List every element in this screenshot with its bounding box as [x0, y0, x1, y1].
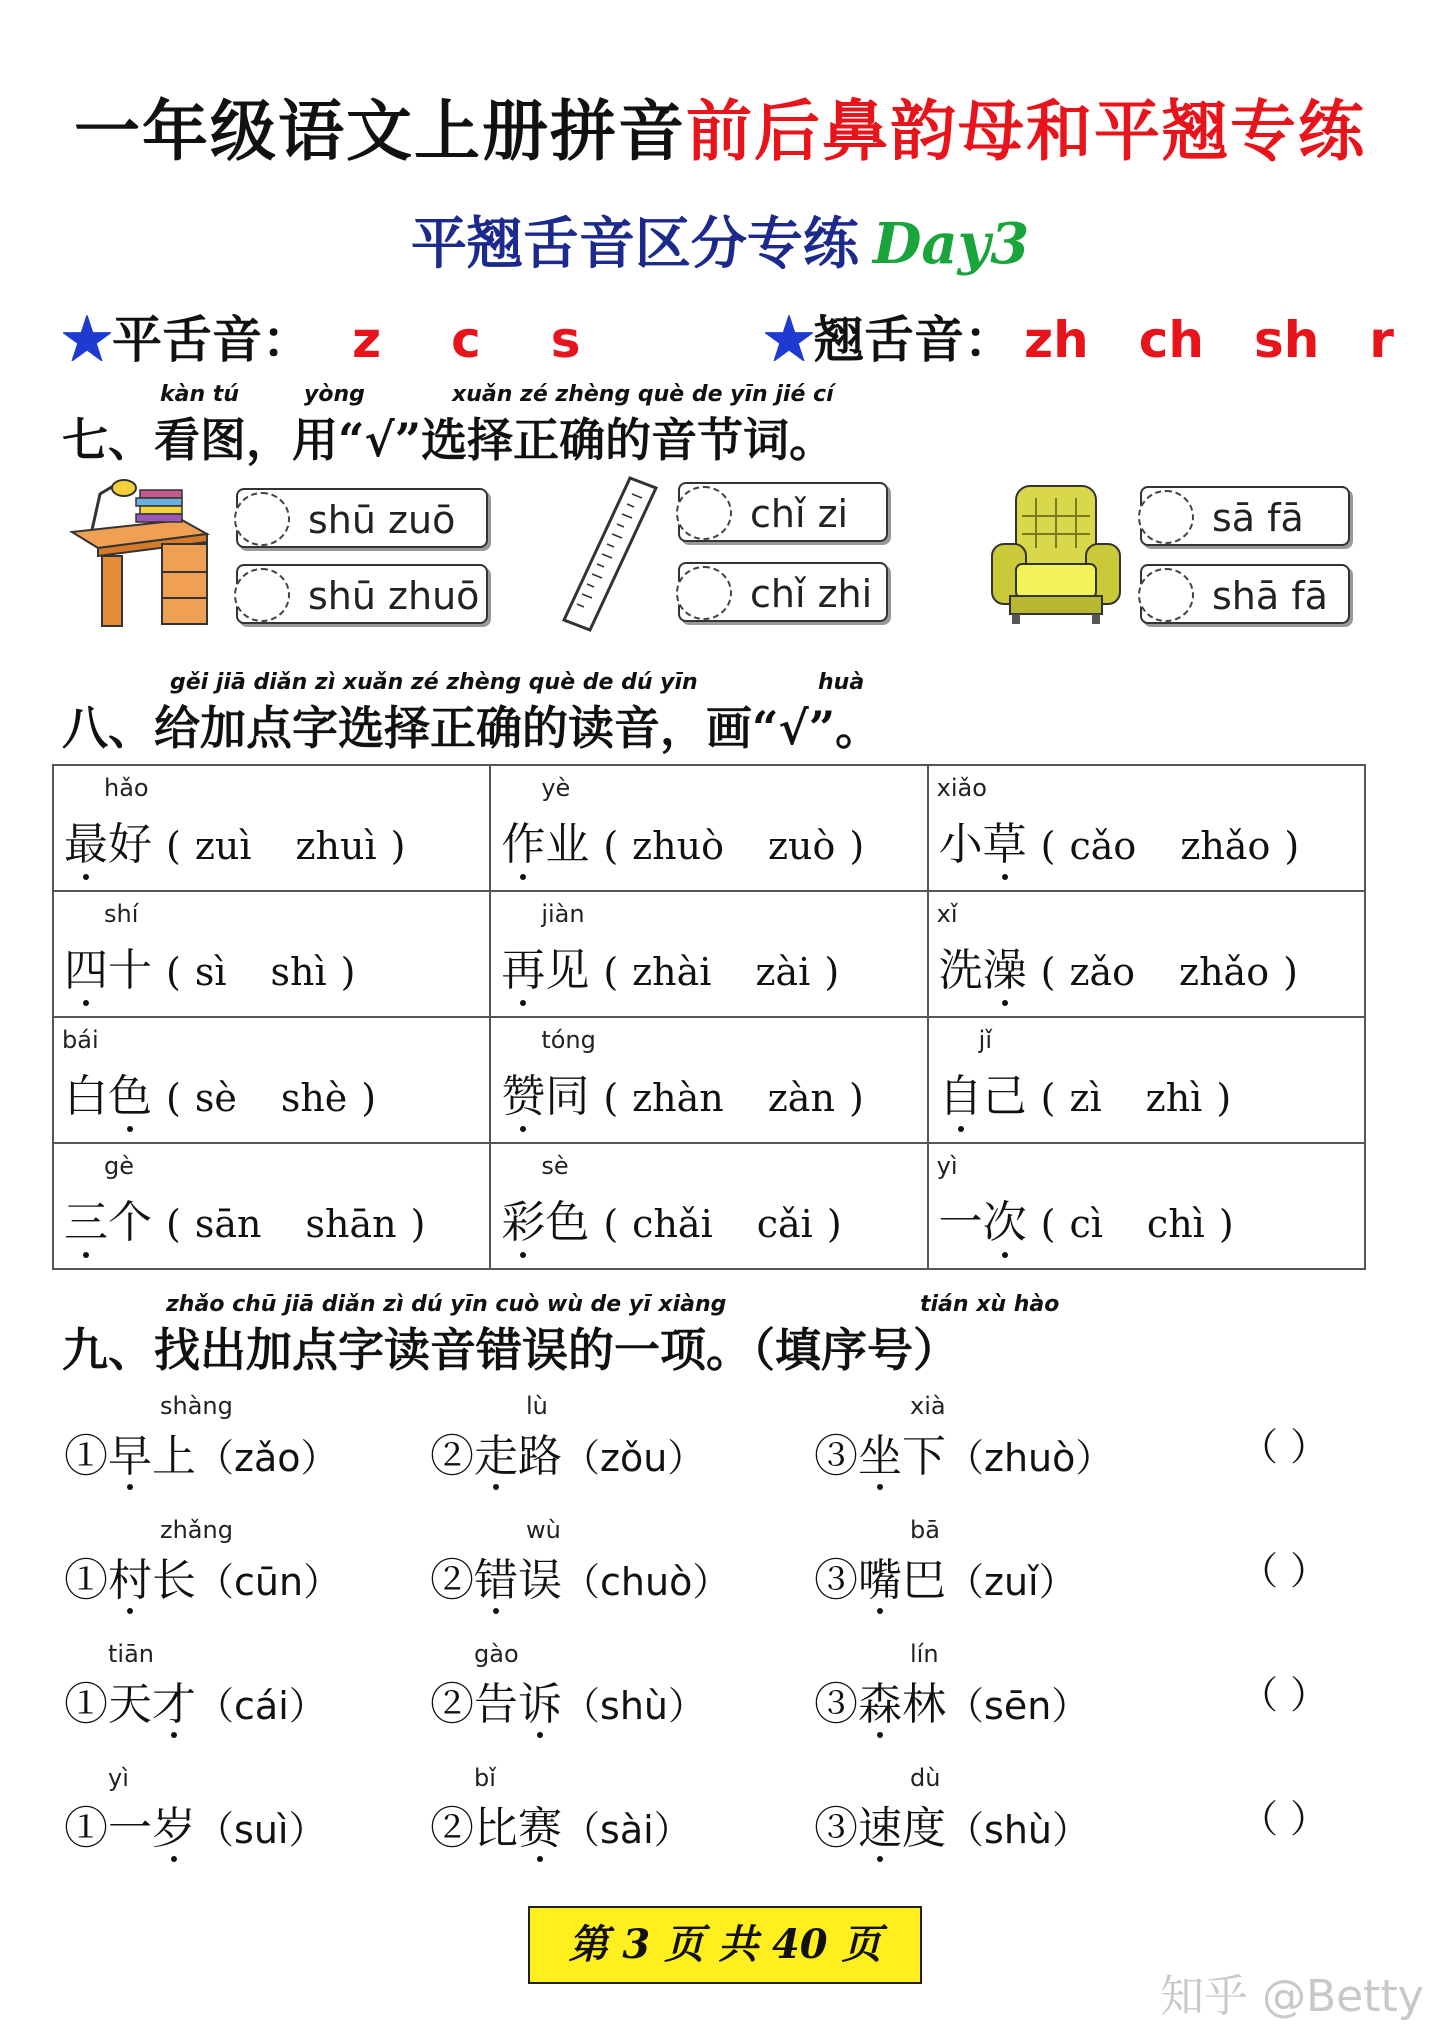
cell-pinyin: jǐ	[978, 1026, 992, 1054]
paren-open: (	[1040, 950, 1056, 994]
char-2: 巴	[902, 1555, 946, 1606]
paren-close: )	[848, 1076, 864, 1120]
given-reading: （sài）	[562, 1808, 692, 1852]
given-reading: （cái）	[196, 1684, 327, 1728]
question-pinyin: shàng	[160, 1392, 233, 1420]
paren-close: )	[361, 1076, 377, 1120]
answer-blank[interactable]: （ ）	[1240, 1549, 1329, 1593]
option-number: ②	[430, 1431, 474, 1482]
reading-option-2[interactable]: cǎi	[756, 1202, 813, 1246]
check-circle[interactable]	[1138, 490, 1194, 544]
given-reading: （suì）	[196, 1808, 327, 1852]
char-1: 一	[938, 1197, 983, 1248]
paren-open: (	[603, 950, 619, 994]
option-sa-fa[interactable]	[1140, 486, 1350, 546]
reading-option-1[interactable]: chǎi	[632, 1202, 713, 1246]
char-2: 路	[518, 1431, 562, 1482]
char-2: 色	[545, 1197, 590, 1248]
char-1: 白	[64, 1071, 108, 1122]
paren-open: (	[166, 1076, 181, 1120]
paren-close: )	[1218, 1202, 1234, 1246]
legend-flat-tongue	[62, 300, 581, 372]
reading-option-2[interactable]: zuò	[768, 824, 836, 868]
char-2: 才	[152, 1679, 196, 1730]
cell-pinyin: jiàn	[541, 900, 585, 928]
char-1: 彩	[501, 1197, 546, 1248]
option-text: chǐ zhi	[750, 572, 873, 616]
cell-word	[501, 1186, 841, 1250]
cell-pinyin: bái	[62, 1026, 99, 1054]
reading-option-2[interactable]: chì	[1146, 1202, 1205, 1246]
table-cell[interactable]	[490, 891, 927, 1017]
reading-options	[589, 1202, 841, 1246]
cell-word	[939, 1060, 1232, 1124]
table-cell[interactable]	[928, 765, 1365, 891]
option-number: ③	[814, 1555, 858, 1606]
reading-option-2[interactable]: zhǎo	[1180, 824, 1271, 868]
option-shu-zhuo[interactable]	[236, 564, 488, 624]
question-pinyin: lín	[910, 1640, 939, 1668]
check-circle[interactable]	[234, 568, 290, 622]
reading-option-2[interactable]: zài	[755, 950, 811, 994]
table-row	[53, 1017, 1365, 1143]
cell-word	[501, 934, 839, 998]
char-1: 坐	[858, 1431, 902, 1482]
question-pinyin: bā	[910, 1516, 940, 1544]
char-1: 洗	[938, 945, 983, 996]
char-2: 好	[108, 819, 152, 870]
paren-close: )	[849, 824, 865, 868]
title-part2: 前后鼻韵母和平翘专练	[686, 92, 1366, 170]
sound-r: r	[1369, 311, 1394, 369]
paren-open: (	[166, 1202, 181, 1246]
paren-close: )	[826, 1202, 842, 1246]
sound-c: c	[451, 311, 481, 369]
option-chi-zi[interactable]	[678, 482, 888, 542]
section8-title: 八、给加点字选择正确的读音，画“√”。	[62, 701, 882, 755]
paren-close: )	[1283, 950, 1298, 994]
star-icon: ★	[62, 310, 112, 369]
question-option	[814, 1668, 1089, 1732]
char-2: 长	[152, 1555, 196, 1606]
ruler-icon	[560, 474, 670, 634]
cell-pinyin: yì	[936, 1152, 958, 1180]
char-1: 村	[108, 1555, 152, 1606]
table-cell[interactable]	[928, 1143, 1365, 1269]
question-pinyin: xià	[910, 1392, 946, 1420]
char-1: 错	[474, 1555, 518, 1606]
question-option	[430, 1544, 730, 1608]
answer-blank[interactable]: （ ）	[1240, 1425, 1329, 1469]
char-2: 赛	[518, 1803, 562, 1854]
reading-option-1[interactable]: zhàn	[632, 1076, 724, 1120]
char-2: 岁	[152, 1803, 196, 1854]
option-text: shū zhuō	[308, 574, 480, 618]
pronunciation-table	[52, 764, 1366, 1270]
check-circle[interactable]	[234, 492, 290, 546]
reading-option-1[interactable]: zhài	[632, 950, 712, 994]
char-1: 小	[938, 819, 983, 870]
legend-flat-label: 平舌音：	[112, 310, 312, 369]
char-1: 三	[64, 1197, 108, 1248]
legend-retroflex	[764, 300, 1394, 372]
option-text: shū zuō	[308, 498, 456, 542]
reading-option-2[interactable]: zhuì	[295, 824, 377, 868]
reading-option-2[interactable]: zhǎo	[1179, 950, 1270, 994]
paren-close: )	[340, 950, 356, 994]
cell-pinyin: shí	[104, 900, 139, 928]
option-sha-fa[interactable]	[1140, 564, 1350, 624]
char-1: 告	[474, 1679, 518, 1730]
reading-option-1[interactable]: sān	[194, 1202, 262, 1246]
char-1: 速	[858, 1803, 902, 1854]
char-1: 自	[938, 1071, 983, 1122]
option-text: chǐ zi	[750, 492, 849, 536]
given-reading: （sēn）	[946, 1684, 1090, 1728]
check-circle[interactable]	[1138, 568, 1194, 622]
char-2: 澡	[982, 945, 1027, 996]
char-2: 个	[108, 1197, 152, 1248]
page-indicator: 第 3 页 共 40 页	[528, 1906, 922, 1984]
section9-title: 九、找出加点字读音错误的一项。（填序号）	[62, 1323, 959, 1377]
sec9-pinyin-2: tián xù hào	[920, 1292, 1060, 1317]
cell-pinyin: tóng	[541, 1026, 596, 1054]
given-reading: （zhuò）	[946, 1436, 1114, 1480]
question-pinyin: zhǎng	[160, 1516, 233, 1544]
cell-word	[64, 934, 355, 998]
char-2: 业	[545, 819, 590, 870]
cell-word	[501, 1060, 863, 1124]
paren-open: (	[603, 1076, 619, 1120]
section7-title: 七、看图，用“√”选择正确的音节词。	[62, 413, 836, 467]
question-option	[64, 1420, 339, 1484]
char-1: 比	[474, 1803, 518, 1854]
cell-word	[64, 1186, 425, 1250]
char-2: 度	[902, 1803, 946, 1854]
sec7-pinyin-2: yòng	[304, 382, 365, 407]
char-1: 一	[108, 1803, 152, 1854]
table-cell[interactable]	[490, 765, 927, 891]
reading-option-2[interactable]: zàn	[767, 1076, 835, 1120]
reading-option-1[interactable]: zǎo	[1069, 950, 1136, 994]
question-option	[430, 1668, 706, 1732]
reading-options	[152, 824, 405, 868]
cell-pinyin: sè	[541, 1152, 569, 1180]
option-number: ③	[814, 1431, 858, 1482]
watermark: 知乎 @Betty	[1160, 1971, 1424, 2022]
question-option	[64, 1668, 327, 1732]
question-pinyin: wù	[526, 1516, 561, 1544]
reading-options	[1027, 824, 1300, 868]
table-cell[interactable]	[53, 891, 490, 1017]
char-1: 作	[501, 819, 546, 870]
cell-word	[939, 1186, 1234, 1250]
answer-blank[interactable]: （ ）	[1240, 1673, 1329, 1717]
table-row	[53, 1143, 1365, 1269]
reading-options	[1027, 1202, 1234, 1246]
char-1: 嘴	[858, 1555, 902, 1606]
reading-options	[1027, 1076, 1232, 1120]
paren-open: (	[603, 824, 619, 868]
sec8-pinyin-2: huà	[818, 670, 865, 695]
question-pinyin: yì	[108, 1764, 129, 1792]
paren-open: (	[166, 824, 181, 868]
reading-option-1[interactable]: sì	[194, 950, 227, 994]
reading-option-2[interactable]: shān	[305, 1202, 397, 1246]
question-option	[814, 1544, 1077, 1608]
reading-option-2[interactable]: zhì	[1145, 1076, 1203, 1120]
reading-option-1[interactable]: cì	[1069, 1202, 1103, 1246]
given-reading: （shù）	[946, 1808, 1090, 1852]
reading-options	[589, 824, 864, 868]
cell-pinyin: xǐ	[936, 900, 958, 928]
question-pinyin: gào	[474, 1640, 519, 1668]
option-chi-zhi[interactable]	[678, 562, 888, 622]
reading-option-1[interactable]: zhuò	[632, 824, 725, 868]
table-cell[interactable]	[928, 891, 1365, 1017]
option-number: ③	[814, 1679, 858, 1730]
check-circle[interactable]	[676, 566, 732, 620]
paren-close: )	[1216, 1076, 1232, 1120]
reading-option-2[interactable]: shè	[280, 1076, 348, 1120]
option-number: ①	[64, 1803, 108, 1854]
sec9-pinyin-1: zhǎo chū jiā diǎn zì dú yīn cuò wù de yī xiàng	[166, 1292, 727, 1317]
table-cell[interactable]	[53, 1017, 490, 1143]
option-number: ②	[430, 1803, 474, 1854]
cell-word	[64, 1060, 376, 1124]
answer-blank[interactable]: （ ）	[1240, 1797, 1329, 1841]
cell-pinyin: hǎo	[104, 774, 149, 802]
sub-title	[0, 200, 1440, 280]
question-option	[64, 1544, 341, 1608]
given-reading: （chuò）	[562, 1560, 731, 1604]
paren-open: (	[1040, 1202, 1056, 1246]
star-icon: ★	[764, 310, 814, 369]
paren-open: (	[166, 950, 181, 994]
table-cell[interactable]	[490, 1143, 927, 1269]
cell-word	[939, 808, 1300, 872]
paren-close: )	[824, 950, 840, 994]
char-1: 森	[858, 1679, 902, 1730]
char-2: 十	[108, 945, 152, 996]
char-2: 草	[982, 819, 1027, 870]
char-2: 上	[152, 1431, 196, 1482]
question-pinyin: dù	[910, 1764, 941, 1792]
given-reading: （zuǐ）	[946, 1560, 1077, 1604]
sound-zh: zh	[1024, 311, 1089, 369]
question-option	[430, 1792, 692, 1856]
legend-flat-sounds	[312, 311, 581, 369]
given-reading: （cūn）	[196, 1560, 342, 1604]
reading-options	[589, 1076, 863, 1120]
question-option	[814, 1792, 1090, 1856]
option-number: ③	[814, 1803, 858, 1854]
option-number: ②	[430, 1555, 474, 1606]
paren-open: (	[603, 1202, 619, 1246]
reading-option-1[interactable]: zì	[1069, 1076, 1102, 1120]
option-number: ①	[64, 1679, 108, 1730]
cell-pinyin: gè	[104, 1152, 134, 1180]
subtitle-day: Day3	[872, 211, 1030, 277]
given-reading: （zǒu）	[562, 1436, 706, 1480]
reading-options	[152, 1076, 376, 1120]
paren-open: (	[1040, 1076, 1056, 1120]
sound-z: z	[352, 311, 382, 369]
option-number: ①	[64, 1555, 108, 1606]
char-2: 诉	[518, 1679, 562, 1730]
sound-s: s	[550, 311, 581, 369]
legend-retro-label: 翘舌音：	[814, 310, 1014, 369]
reading-options	[152, 950, 355, 994]
question-pinyin: lù	[526, 1392, 548, 1420]
cell-word	[939, 934, 1298, 998]
char-2: 误	[518, 1555, 562, 1606]
char-2: 同	[545, 1071, 590, 1122]
cell-word	[64, 808, 405, 872]
paren-close: )	[390, 824, 406, 868]
question-pinyin: tiān	[108, 1640, 154, 1668]
char-1: 再	[501, 945, 546, 996]
paren-close: )	[410, 1202, 426, 1246]
check-circle[interactable]	[676, 486, 732, 540]
sec7-pinyin-3: xuǎn zé zhèng què de yīn jié cí	[452, 382, 834, 407]
char-2: 己	[982, 1071, 1027, 1122]
char-2: 林	[902, 1679, 946, 1730]
legend-retro-sounds	[1014, 311, 1394, 369]
char-1: 赞	[501, 1071, 546, 1122]
reading-option-1[interactable]: zuì	[194, 824, 252, 868]
reading-options	[589, 950, 839, 994]
reading-options	[152, 1202, 425, 1246]
option-text: shā fā	[1212, 574, 1328, 618]
cell-pinyin: yè	[541, 774, 571, 802]
char-2: 次	[982, 1197, 1027, 1248]
reading-options	[1027, 950, 1298, 994]
option-number: ②	[430, 1679, 474, 1730]
main-title	[0, 78, 1440, 173]
option-number: ①	[64, 1431, 108, 1482]
paren-open: (	[1040, 824, 1056, 868]
sound-sh: sh	[1253, 311, 1320, 369]
sound-ch: ch	[1138, 311, 1204, 369]
char-2: 色	[108, 1071, 152, 1122]
question-pinyin: bǐ	[474, 1764, 496, 1792]
sec8-pinyin-1: gěi jiā diǎn zì xuǎn zé zhèng què de dú yīn	[170, 670, 698, 695]
table-cell[interactable]	[490, 1017, 927, 1143]
char-1: 天	[108, 1679, 152, 1730]
armchair-sofa-icon	[986, 478, 1126, 628]
given-reading: （shù）	[562, 1684, 706, 1728]
given-reading: （zǎo）	[196, 1436, 339, 1480]
table-row	[53, 891, 1365, 1017]
table-cell[interactable]	[53, 1143, 490, 1269]
char-2: 下	[902, 1431, 946, 1482]
table-cell[interactable]	[928, 1017, 1365, 1143]
reading-option-2[interactable]: shì	[270, 950, 327, 994]
table-row	[53, 765, 1365, 891]
subtitle-part1: 平翘舌音区分专练	[410, 211, 859, 277]
option-text: sā fā	[1212, 496, 1304, 540]
reading-option-1[interactable]: cǎo	[1069, 824, 1137, 868]
reading-option-1[interactable]: sè	[194, 1076, 237, 1120]
char-1: 早	[108, 1431, 152, 1482]
char-1: 走	[474, 1431, 518, 1482]
question-option	[814, 1420, 1113, 1484]
char-2: 见	[545, 945, 590, 996]
title-part1: 一年级语文上册拼音	[74, 92, 686, 170]
sec7-pinyin-1: kàn tú	[160, 382, 239, 407]
paren-close: )	[1284, 824, 1300, 868]
question-option	[430, 1420, 705, 1484]
question-option	[64, 1792, 326, 1856]
desk-with-books-icon	[62, 472, 212, 632]
option-shu-zuo[interactable]	[236, 488, 488, 548]
cell-word	[501, 808, 864, 872]
table-cell[interactable]	[53, 765, 490, 891]
char-1: 四	[64, 945, 108, 996]
cell-pinyin: xiǎo	[936, 774, 987, 802]
char-1: 最	[64, 819, 108, 870]
